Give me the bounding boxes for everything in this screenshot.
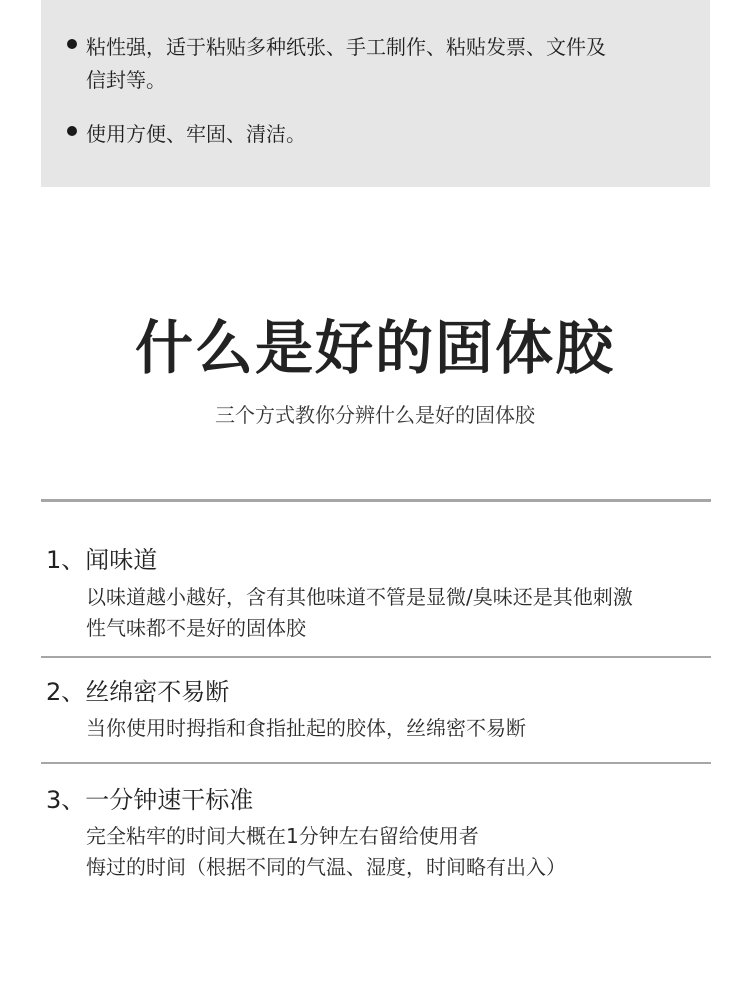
tip-body-smell: [86, 582, 716, 644]
feature-item: [67, 31, 656, 97]
tip-body-dry-time: [86, 821, 716, 883]
feature-line: 使用方便、牢固、清洁。: [86, 122, 306, 146]
tip-line: 完全粘牢的时间大概在1分钟左右留给使用者: [86, 824, 479, 848]
page-title: 什么是好的固体胶: [134, 314, 615, 382]
bullet-dot-icon: [67, 39, 77, 49]
tip-title-dry-time: 3、一分钟速干标准: [46, 786, 254, 814]
section-divider: [41, 499, 711, 502]
tip-line: 悔过的时间（根据不同的气温、湿度，时间略有出入）: [86, 855, 566, 879]
tip-line: 以味道越小越好，含有其他味道不管是显微/臭味还是其他刺激: [86, 585, 633, 609]
feature-text: [86, 31, 656, 97]
tip-title-smell: 1、闻味道: [46, 546, 158, 574]
feature-text: [86, 118, 656, 151]
feature-line: 粘性强，适于粘贴多种纸张、手工制作、粘贴发票、文件及: [86, 35, 606, 59]
item-divider: [41, 656, 711, 658]
item-divider: [41, 762, 711, 764]
page-subtitle: 三个方式教你分辨什么是好的固体胶: [215, 403, 535, 427]
features-panel: [41, 0, 710, 187]
feature-item: [67, 118, 656, 151]
bullet-dot-icon: [67, 126, 77, 136]
tip-title-strand: 2、丝绵密不易断: [46, 678, 230, 706]
tip-body-strand: [86, 713, 716, 744]
tip-line: 性气味都不是好的固体胶: [86, 616, 306, 640]
tip-line: 当你使用时拇指和食指扯起的胶体，丝绵密不易断: [86, 716, 526, 740]
feature-line: 信封等。: [86, 68, 166, 92]
